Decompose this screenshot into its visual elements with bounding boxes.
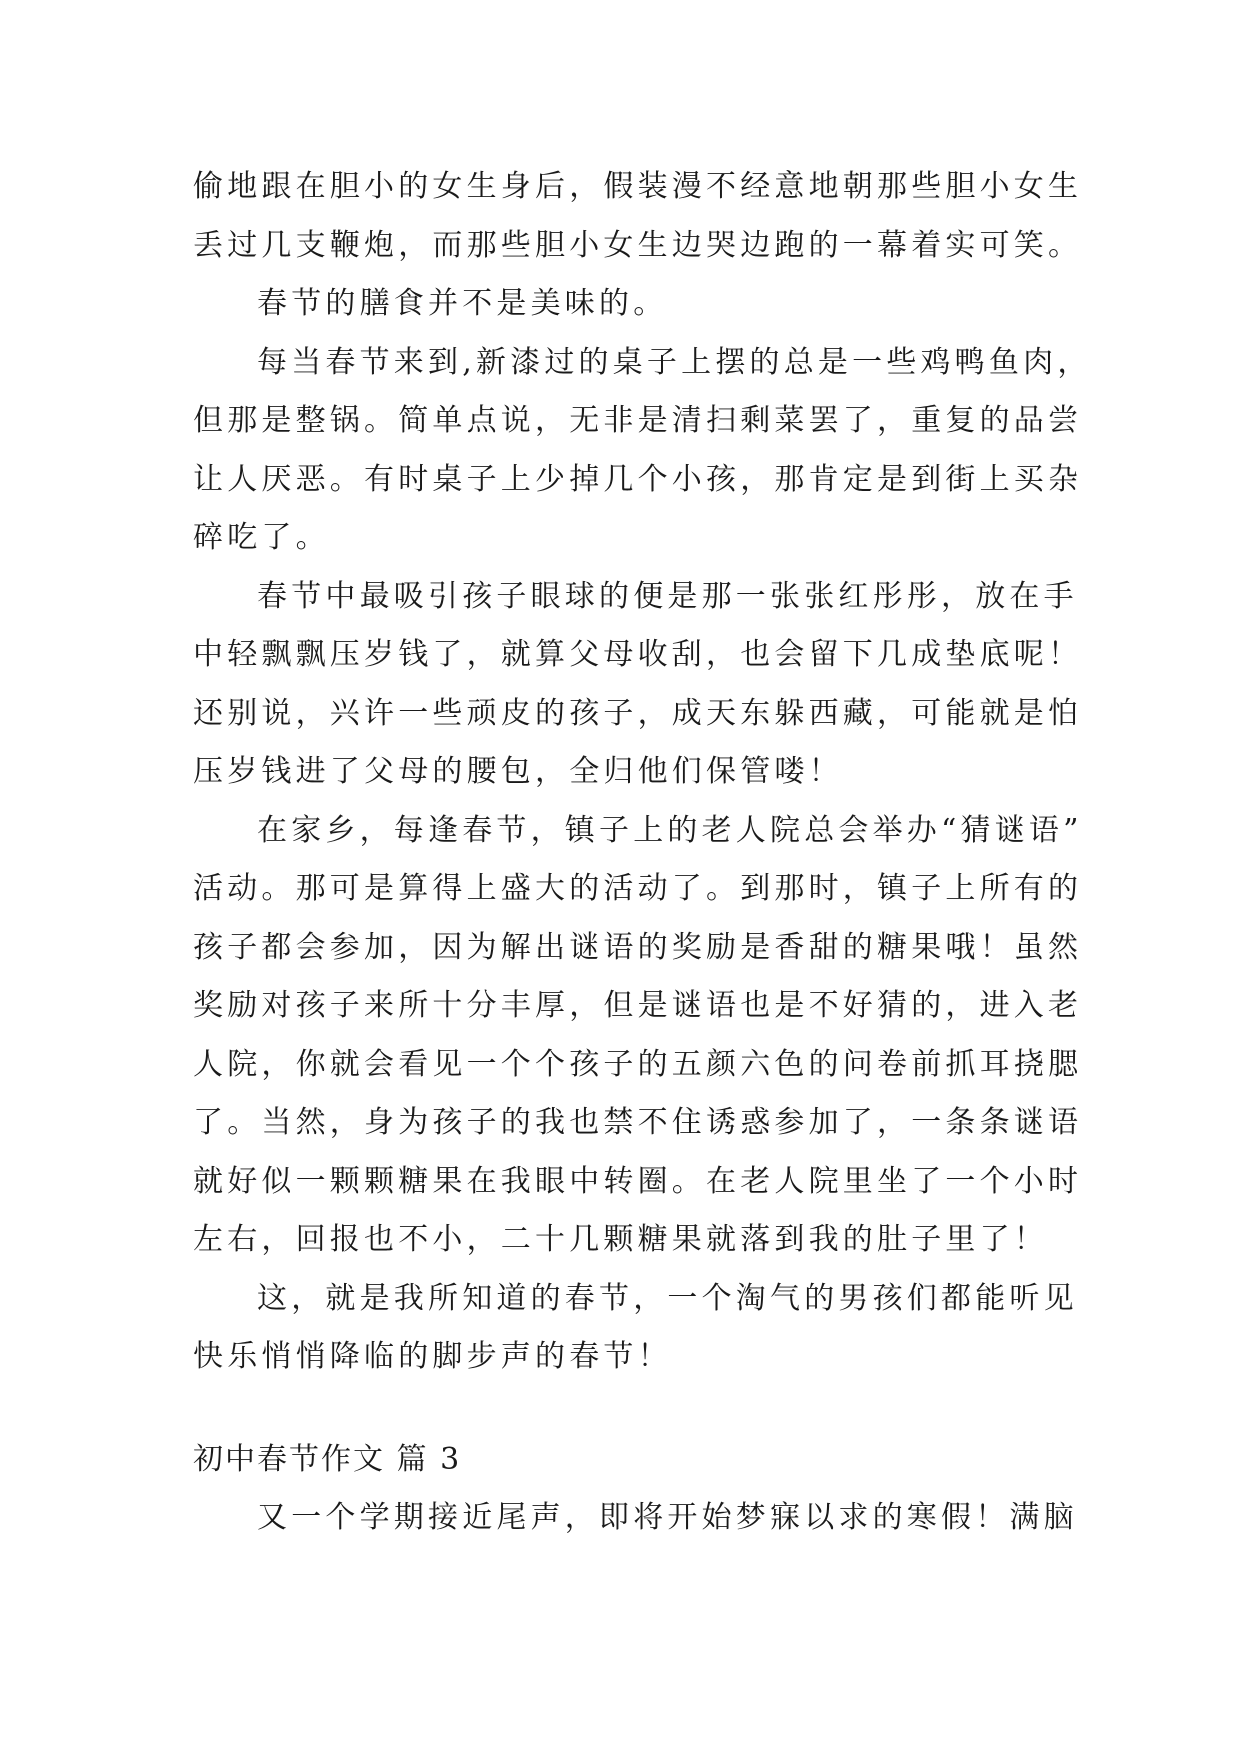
paragraph-line: 碎吃了。 [193,520,330,555]
paragraph-line: 这，就是我所知道的春节，一个淘气的男孩们都能听见 [257,1280,1078,1316]
paragraph-line: 左右，回报也不小，二十几颗糖果就落到我的肚子里了！ [193,1222,1048,1257]
next-section-body [193,1489,1078,1548]
paragraph-line: 春节中最吸引孩子眼球的便是那一张张红彤彤，放在手 [257,578,1078,614]
paragraph-line: 让人厌恶。有时桌子上少掉几个小孩，那肯定是到街上买杂 [193,461,1083,497]
paragraph-line: 了。当然，身为孩子的我也禁不住诱惑参加了，一条条谜语 [193,1105,1083,1140]
paragraph-line: 春节的膳食并不是美味的。 [257,286,668,321]
paragraph-line: 压岁钱进了父母的腰包，全归他们保管喽！ [193,754,843,789]
paragraph-line: 奖励对孩子来所十分丰厚，但是谜语也是不好猜的，进入老 [193,988,1083,1023]
paragraph-line: 就好似一颗颗糖果在我眼中转圈。在老人院里坐了一个小时 [193,1163,1083,1199]
paragraph-line: 丢过几支鞭炮，而那些胆小女生边哭边跑的一幕着实可笑。 [193,227,1083,263]
paragraph-line: 活动。那可是算得上盛大的活动了。到那时，镇子上所有的 [193,871,1083,906]
paragraph-line: 人院，你就会看见一个个孩子的五颜六色的问卷前抓耳挠腮 [193,1046,1083,1082]
paragraph-line: 但那是整锅。简单点说，无非是清扫剩菜罢了，重复的品尝 [193,403,1083,438]
section-heading: 初中春节作文 篇 3 [193,1442,462,1477]
essay-body [193,158,1092,1387]
paragraph-line: 在家乡，每逢春节，镇子上的老人院总会举办“猜谜语” [257,812,1083,848]
paragraph-line: 每当春节来到,新漆过的桌子上摆的总是一些鸡鸭鱼肉， [257,344,1092,380]
paragraph-line: 还别说，兴许一些顽皮的孩子，成天东躲西藏，可能就是怕 [193,695,1083,731]
paragraph-line: 又一个学期接近尾声，即将开始梦寐以求的寒假！满脑 [257,1500,1078,1535]
paragraph-line: 孩子都会参加，因为解出谜语的奖励是香甜的糖果哦！虽然 [193,929,1083,965]
paragraph-line: 偷地跟在胆小的女生身后，假装漫不经意地朝那些胆小女生 [193,169,1083,204]
paragraph-line: 快乐悄悄降临的脚步声的春节！ [193,1339,672,1374]
paragraph-line: 中轻飘飘压岁钱了，就算父母收刮，也会留下几成垫底呢！ [193,637,1083,672]
